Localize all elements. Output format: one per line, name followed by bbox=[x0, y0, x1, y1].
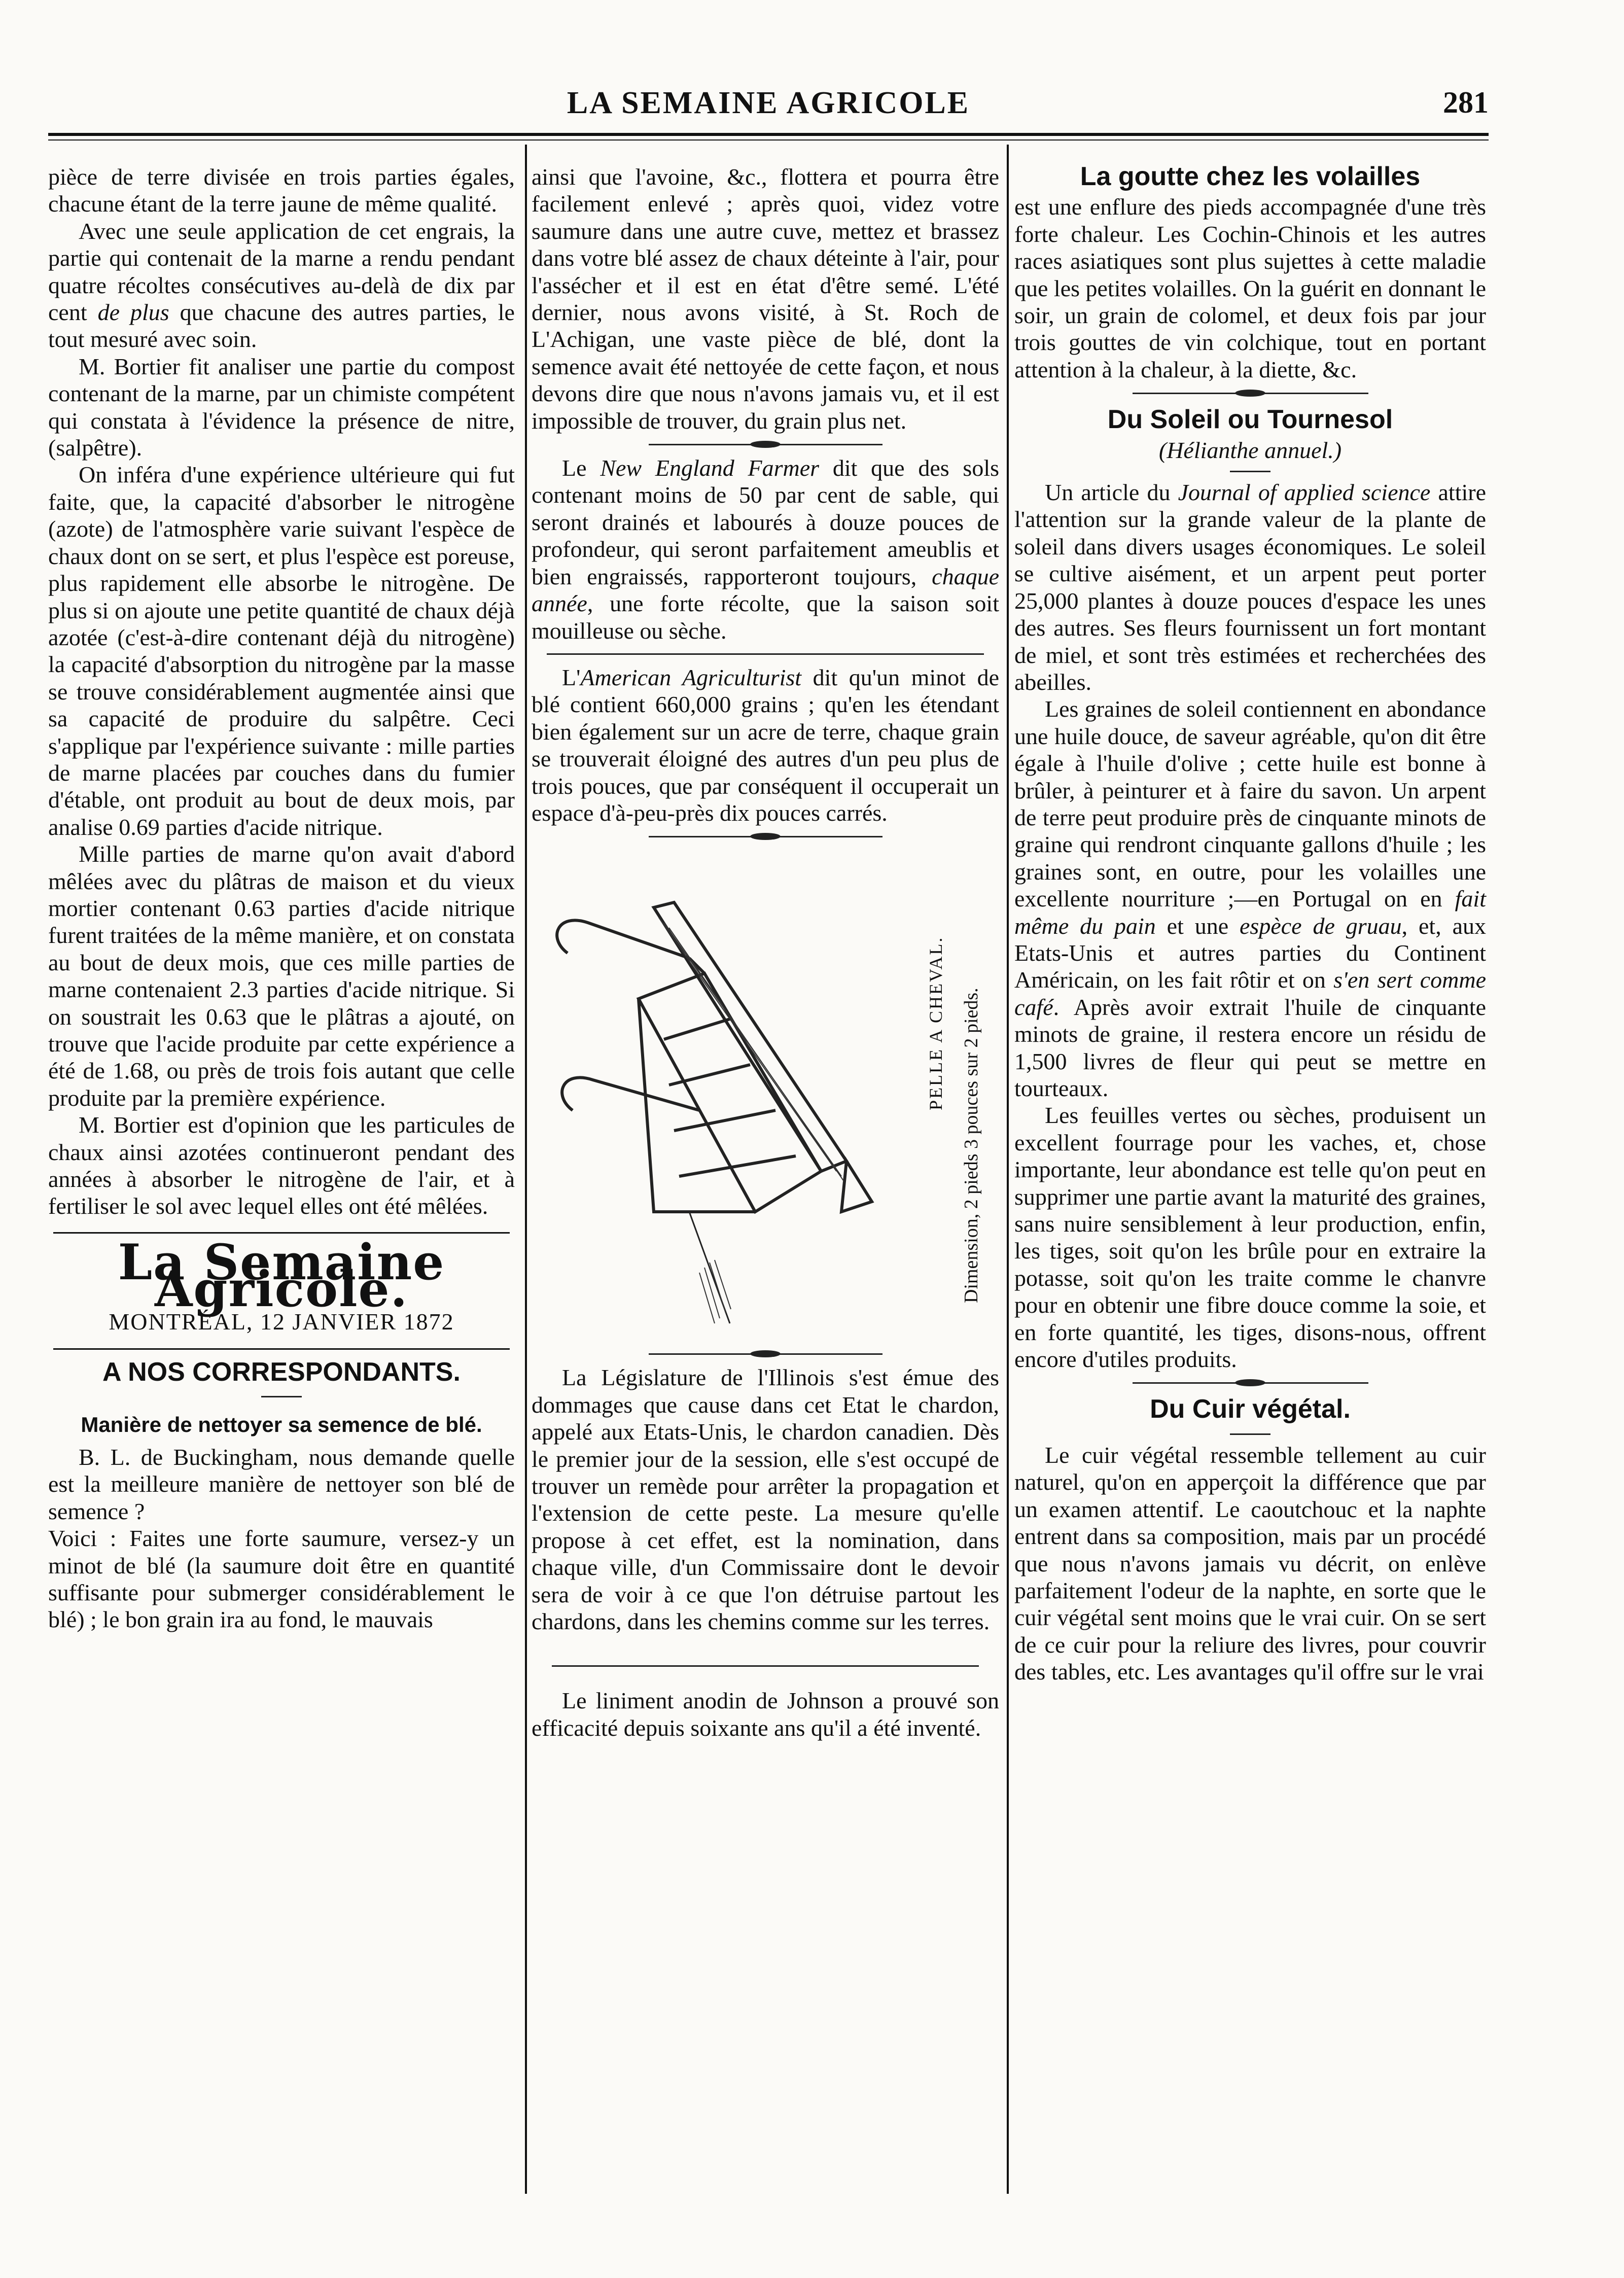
running-title: LA SEMAINE AGRICOLE bbox=[567, 86, 970, 120]
ornamental-separator bbox=[532, 1344, 999, 1364]
paragraph: est une enflure des pieds accompagnée d'une très forte chaleur. Les Cochin-Chinois et les autres races asiatiques sont plus sujettes à cette maladie que les petites volailles. On la guérit en donnant le soir, un grain de colomel, et deux fois par jour trois gouttes de vin colchique, tout en portant attention à la chaleur, à la diette, &c. bbox=[1014, 194, 1486, 382]
figure-caption-title: PELLE A CHEVAL. bbox=[926, 936, 946, 1111]
page-number: 281 bbox=[1443, 86, 1489, 119]
section-rule bbox=[53, 1348, 510, 1350]
article-title: Du Cuir végétal. bbox=[1150, 1394, 1351, 1424]
paragraph: Mille parties de marne qu'on avait d'abord mêlées avec du plâtras de maison et du vieux mortier contenant 0.63 parties d'acide nitrique furent traitées de la même manière, et on constata au bout de deux mois, que ces mille parties de marne contenaient 2.3 parties d'acide nitrique. Si on soustrait les 0.63 que le plâtras a ajouté, on trouve que l'acide produite par cette expérience a été de 1.68, ou près de trois fois autant que celle produite par la première expérience. bbox=[48, 841, 515, 1111]
short-rule bbox=[48, 1389, 515, 1404]
column-1 bbox=[48, 163, 515, 1633]
paragraph: Le New England Farmer dit que des sols contenant moins de 50 par cent de sable, qui seront drainés et labourés à douze pouces de profondeur, qui seront parfaitement ameublis et bien engraissés, rapporteront toujours, chaque année, une forte récolte, que la saison soit mouilleuse ou sèche. bbox=[532, 455, 1000, 644]
paragraph: Le cuir végétal ressemble tellement au cuir naturel, qu'on en apperçoit la différence que par un examen attentif. Le caoutchouc et la naphte entrent dans sa composition, mais par un procédé que nous n'avons jamais vu décrit, on enlève parfaitement l'odeur de la naphte, en sorte que le cuir végétal sent moins que le vrai cuir. On se sert de ce cuir pour la reliure des livres, pour couvrir des tables, etc. Les avantages qu'il offre sur le vrai bbox=[1014, 1442, 1486, 1685]
column-3 bbox=[1014, 163, 1486, 1686]
section-title: A NOS CORRESPONDANTS. bbox=[102, 1357, 461, 1387]
masthead: La Semaine Agricole. bbox=[118, 1233, 445, 1318]
ornamental-separator bbox=[532, 434, 999, 454]
separator-line bbox=[547, 653, 984, 655]
paragraph: pièce de terre divisée en trois parties égales, chacune étant de la terre jaune de même qualité. bbox=[48, 164, 515, 217]
separator-line bbox=[552, 1665, 979, 1667]
figure-caption-dimension: Dimension, 2 pieds 3 pouces sur 2 pieds. bbox=[961, 988, 982, 1304]
ornamental-separator bbox=[532, 826, 999, 847]
paragraph: L'American Agriculturist dit qu'un minot de blé contient 660,000 grains ; qu'en les étendant bien également sur un acre de terre, chaque grain se trouverait éloigné des autres d'un peu plus de trois pouces, que par conséquent il occuperait un espace d'à-peu-près dix pouces carrés. bbox=[532, 664, 1000, 826]
short-rule bbox=[1014, 1426, 1486, 1442]
horse-shovel-figure bbox=[537, 847, 994, 1344]
article-title: Du Soleil ou Tournesol bbox=[1107, 405, 1393, 435]
paragraph: Les graines de soleil contiennent en abondance une huile douce, de saveur agréable, qu'on dit être égale à l'huile d'olive ; cette huile est bonne à brûler, à peinturer et à faire du savon. Un arpent de terre peut produire près de cinquante minots de graine qui rendront cinquante gallons d'huile ; les graines sont, en outre, pour les volailles une excellente nourriture ;—en Portugal on en fait même du pain et une espèce de gruau, et, aux Etats-Unis et autres parties du Continent Américain, on les fait rôtir et on s'en sert comme café. Après avoir extrait l'huile de cinquante minots de graine, il restera encore un résidu de 1,500 livres de fleur qui peut se mettre en tourteaux. bbox=[1014, 696, 1486, 1101]
paragraph: La Législature de l'Illinois s'est émue des dommages que cause dans cet Etat le chardon, appelé aux Etats-Unis, le chardon canadien. Dès le premier jour de la session, elle s'est occupé de trouver un remède pour arrêter la propagation et l'extension de cette peste. La mesure qu'elle propose à cet effet, est la nomination, dans chaque ville, d'un Commissaire dont le devoir sera de voir à ce que l'on détruise partout les chardons, dans les chemins comme sur les terres. bbox=[532, 1364, 999, 1634]
page-header bbox=[48, 85, 1489, 126]
paragraph: ainsi que l'avoine, &c., flottera et pourra être facilement enlevé ; après quoi, videz votre saumure dans une autre cuve, mettez et brassez dans votre blé assez de chaux déteinte à l'air, pour l'assécher et il est en état d'être semé. L'été dernier, nous avons visité, à St. Roch de L'Achigan, une vaste pièce de blé, dont la semence avait été nettoyée de cette façon, et nous devons dire que nous n'avons jamais vu, et il est impossible de trouver, du grain plus net. bbox=[532, 164, 999, 434]
article-title: La goutte chez les volailles bbox=[1080, 162, 1421, 191]
paragraph: M. Bortier est d'opinion que les particules de chaux ainsi azotées continueront pendant des années à absorber le nitrogène de l'air, et à fertiliser le sol avec lequel elles ont été mêlées. bbox=[48, 1112, 515, 1219]
paragraph: Les feuilles vertes ou sèches, produisent un excellent fourrage pour les vaches, et, chose importante, leur abondance est telle qu'on peut en supprimer une partie avant la maturité des graines, sans nuire sensiblement à leur production, enfin, les tiges, soit qu'on les brûle pour en extraire la potasse, soit qu'on les traite comme le chanvre pour en obtenir une fibre douce comme la soie, et en forte quantité, les tiges, disons-nous, offrent encore d'utiles produits. bbox=[1014, 1102, 1486, 1373]
column-2 bbox=[532, 163, 999, 1741]
paragraph: Un article du Journal of applied science attire l'attention sur la grande valeur de la plante de soleil dans divers usages économiques. Le soleil se cultive aisément, et un arpent peut porter 25,000 plantes à douze pouces d'espace les unes des autres. Ses fleurs fournissent un fort montant de miel, et sont très estimées et recherchées des abeilles. bbox=[1014, 479, 1486, 695]
paragraph: B. L. de Buckingham, nous demande quelle est la meilleure manière de nettoyer son blé de semence ? bbox=[48, 1444, 515, 1524]
column-rule-1 bbox=[525, 145, 527, 2194]
column-rule-2 bbox=[1007, 145, 1009, 2194]
horse-shovel-engraving bbox=[537, 847, 923, 1334]
short-rule bbox=[1014, 464, 1486, 479]
paragraph: Avec une seule application de cet engrais, la partie qui contenait de la marne a rendu pendant quatre récoltes consécutives au-delà de dix par cent de plus que chacune des autres parties, le tout mesuré avec soin. bbox=[48, 218, 515, 353]
dateline: MONTRÉAL, 12 JANVIER 1872 bbox=[109, 1308, 454, 1335]
paragraph: M. Bortier fit analiser une partie du compost contenant de la marne, par un chimiste compétent qui constata à l'évidence la présence de nitre, (salpêtre). bbox=[48, 353, 515, 461]
paragraph: On inféra d'une expérience ultérieure qui fut faite, que, la capacité d'absorber le nitrogène (azote) de l'atmosphère varie suivant l'espèce de chaux dont on se sert, et plus l'espèce est poreuse, plus rapidement elle absorbe le nitrogène. De plus si on ajoute une petite quantité de chaux déjà azotée (c'est-à-dire contenant déjà du nitrogène) la capacité d'absorption du nitrogène par la masse se trouve considérablement augmentée ainsi que sa capacité de produire du salpêtre. Ceci s'applique par l'expérience suivante : mille parties de marne placées par couches dans du fumier d'étable, ont produit au bout de deux mois, par analise 0.69 parties d'acide nitrique. bbox=[48, 462, 515, 840]
ornamental-separator bbox=[1014, 1373, 1486, 1393]
header-rule-thin bbox=[48, 139, 1489, 141]
paragraph: Le liniment anodin de Johnson a prouvé son efficacité depuis soixante ans qu'il a été inventé. bbox=[532, 1688, 999, 1741]
article-subtitle: Manière de nettoyer sa semence de blé. bbox=[81, 1413, 482, 1437]
paragraph: Voici : Faites une forte saumure, versez-y un minot de blé (la saumure doit être en quantité suffisante pour submerger considérablement le blé) ; le bon grain ira au fond, le mauvais bbox=[48, 1525, 515, 1633]
article-subtitle: (Hélianthe annuel.) bbox=[1158, 437, 1342, 463]
header-rule-thick bbox=[48, 133, 1489, 136]
ornamental-separator bbox=[1014, 383, 1486, 403]
